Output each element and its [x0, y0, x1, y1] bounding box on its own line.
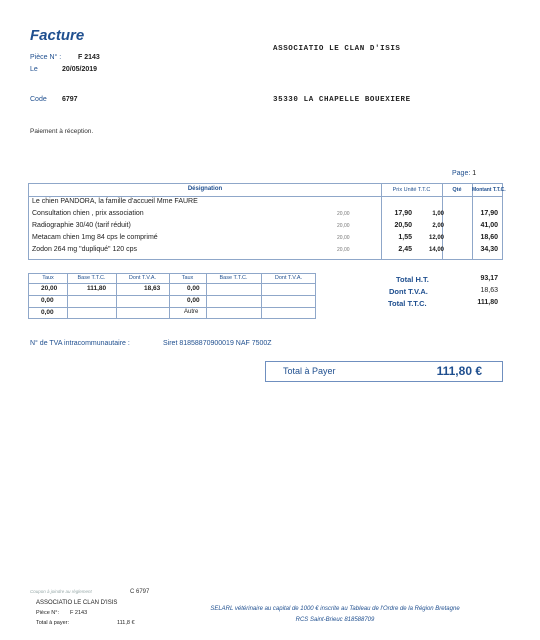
- row-unit-price: 17,90: [394, 210, 412, 217]
- vat-header: Base T.T.C.: [219, 275, 248, 281]
- row-designation: Le chien PANDORA, la famille d'accueil Mme FAURE: [32, 198, 198, 205]
- date-label: Le: [30, 66, 38, 73]
- vat-cell: 0,00: [41, 309, 54, 316]
- row-unit-price: 1,55: [398, 234, 412, 241]
- table-row: [29, 221, 502, 232]
- row-vat-rate: 20,00: [337, 247, 350, 253]
- header-amount: Montant T.T.C.: [472, 187, 506, 193]
- tva-intra-label: N° de TVA intracommunautaire :: [30, 340, 130, 347]
- row-designation: Metacam chien 1mg 84 cps le comprimé: [32, 234, 158, 241]
- row-qty: 1,00: [432, 211, 444, 217]
- row-qty: 12,00: [428, 235, 444, 241]
- table-row: [29, 245, 502, 256]
- coupon-code: C 6797: [130, 589, 150, 595]
- row-designation: Consultation chien , prix association: [32, 210, 144, 217]
- row-qty: 14,00: [428, 247, 444, 253]
- vat-cell: 111,80: [87, 285, 107, 292]
- coupon-total-label: Total à payer:: [36, 620, 70, 626]
- row-vat-rate: 20,00: [337, 235, 350, 241]
- vat-breakdown-table: [28, 273, 316, 319]
- footer-legal-line2: RCS Saint-Brieuc 818588709: [295, 617, 375, 623]
- vat-cell: 0,00: [187, 297, 200, 304]
- header-unit-price: Prix Unité T.T.C: [392, 187, 431, 193]
- code-label: Code: [30, 96, 47, 103]
- tva-intra-value: Siret 81858870900019 NAF 7500Z: [163, 340, 272, 347]
- vat-header: Base T.T.C.: [77, 275, 106, 281]
- piece-label: Pièce N° :: [30, 54, 62, 61]
- page-indicator: [452, 170, 476, 177]
- vat-header: Dont T.V.A.: [128, 275, 157, 281]
- row-vat-rate: 20,00: [337, 223, 350, 229]
- client-city: 35330 LA CHAPELLE BOUEXIERE: [273, 96, 411, 104]
- total-ht-value: 93,17: [480, 275, 498, 282]
- footer-legal-line1: SELARL vétérinaire au capital de 1000 € inscrite au Tableau de l'Ordre de la Région Bretagne: [210, 606, 460, 612]
- row-designation: Radiographie 30/40 (tarif réduit): [32, 222, 131, 229]
- total-tva-value: 18,63: [480, 287, 498, 294]
- total-tva-label: Dont T.V.A.: [389, 287, 428, 296]
- invoice-lines-table: [28, 183, 506, 260]
- total-ht-label: Total H.T.: [396, 275, 429, 284]
- row-vat-rate: 20,00: [337, 211, 350, 217]
- row-designation: Zodon 264 mg "dupliqué" 120 cps: [32, 246, 137, 253]
- total-to-pay-value: 111,80 €: [436, 364, 482, 378]
- page-label: Page:: [452, 170, 471, 177]
- row-amount: 34,30: [480, 246, 498, 253]
- vat-cell: 18,63: [144, 285, 161, 292]
- coupon-total-value: 111,8 €: [117, 620, 135, 626]
- total-ttc-value: 111,80: [477, 299, 498, 306]
- vat-cell: 20,00: [41, 285, 58, 292]
- invoice-title: Facture: [30, 27, 85, 44]
- date-value: 20/05/2019: [62, 66, 98, 73]
- row-unit-price: 20,50: [394, 222, 412, 229]
- coupon-piece-label: Pièce N°:: [36, 610, 59, 616]
- code-value: 6797: [62, 96, 78, 103]
- vat-header: Dont T.V.A.: [274, 275, 303, 281]
- row-amount: 17,90: [480, 210, 498, 217]
- piece-value: F 2143: [78, 54, 100, 61]
- client-name: ASSOCIATIO LE CLAN D'ISIS: [273, 45, 401, 53]
- header-qty: Qté: [452, 187, 462, 193]
- total-to-pay-label: Total à Payer: [283, 366, 336, 376]
- payment-terms: Paiement à réception.: [30, 128, 94, 135]
- table-row: [29, 233, 502, 244]
- vat-cell: 0,00: [41, 297, 54, 304]
- total-to-pay-box: [265, 361, 503, 382]
- row-unit-price: 2,45: [398, 246, 412, 253]
- page-value: 1: [472, 170, 477, 177]
- table-row: [29, 209, 502, 220]
- vat-cell: 0,00: [187, 285, 200, 292]
- row-qty: 2,00: [432, 223, 444, 229]
- coupon-client: ASSOCIATIO LE CLAN D'ISIS: [36, 600, 118, 606]
- row-amount: 18,60: [480, 234, 498, 241]
- vat-header: Taux: [42, 275, 54, 281]
- row-amount: 41,00: [480, 222, 498, 229]
- vat-header: Taux: [181, 275, 194, 281]
- coupon-title: Coupon à joindre au règlement: [30, 589, 92, 594]
- table-row: [29, 197, 502, 208]
- total-ttc-label: Total T.T.C.: [388, 299, 427, 308]
- vat-cell: Autre: [184, 309, 199, 315]
- header-designation: Désignation: [187, 186, 223, 192]
- coupon-piece-value: F 2143: [70, 610, 88, 616]
